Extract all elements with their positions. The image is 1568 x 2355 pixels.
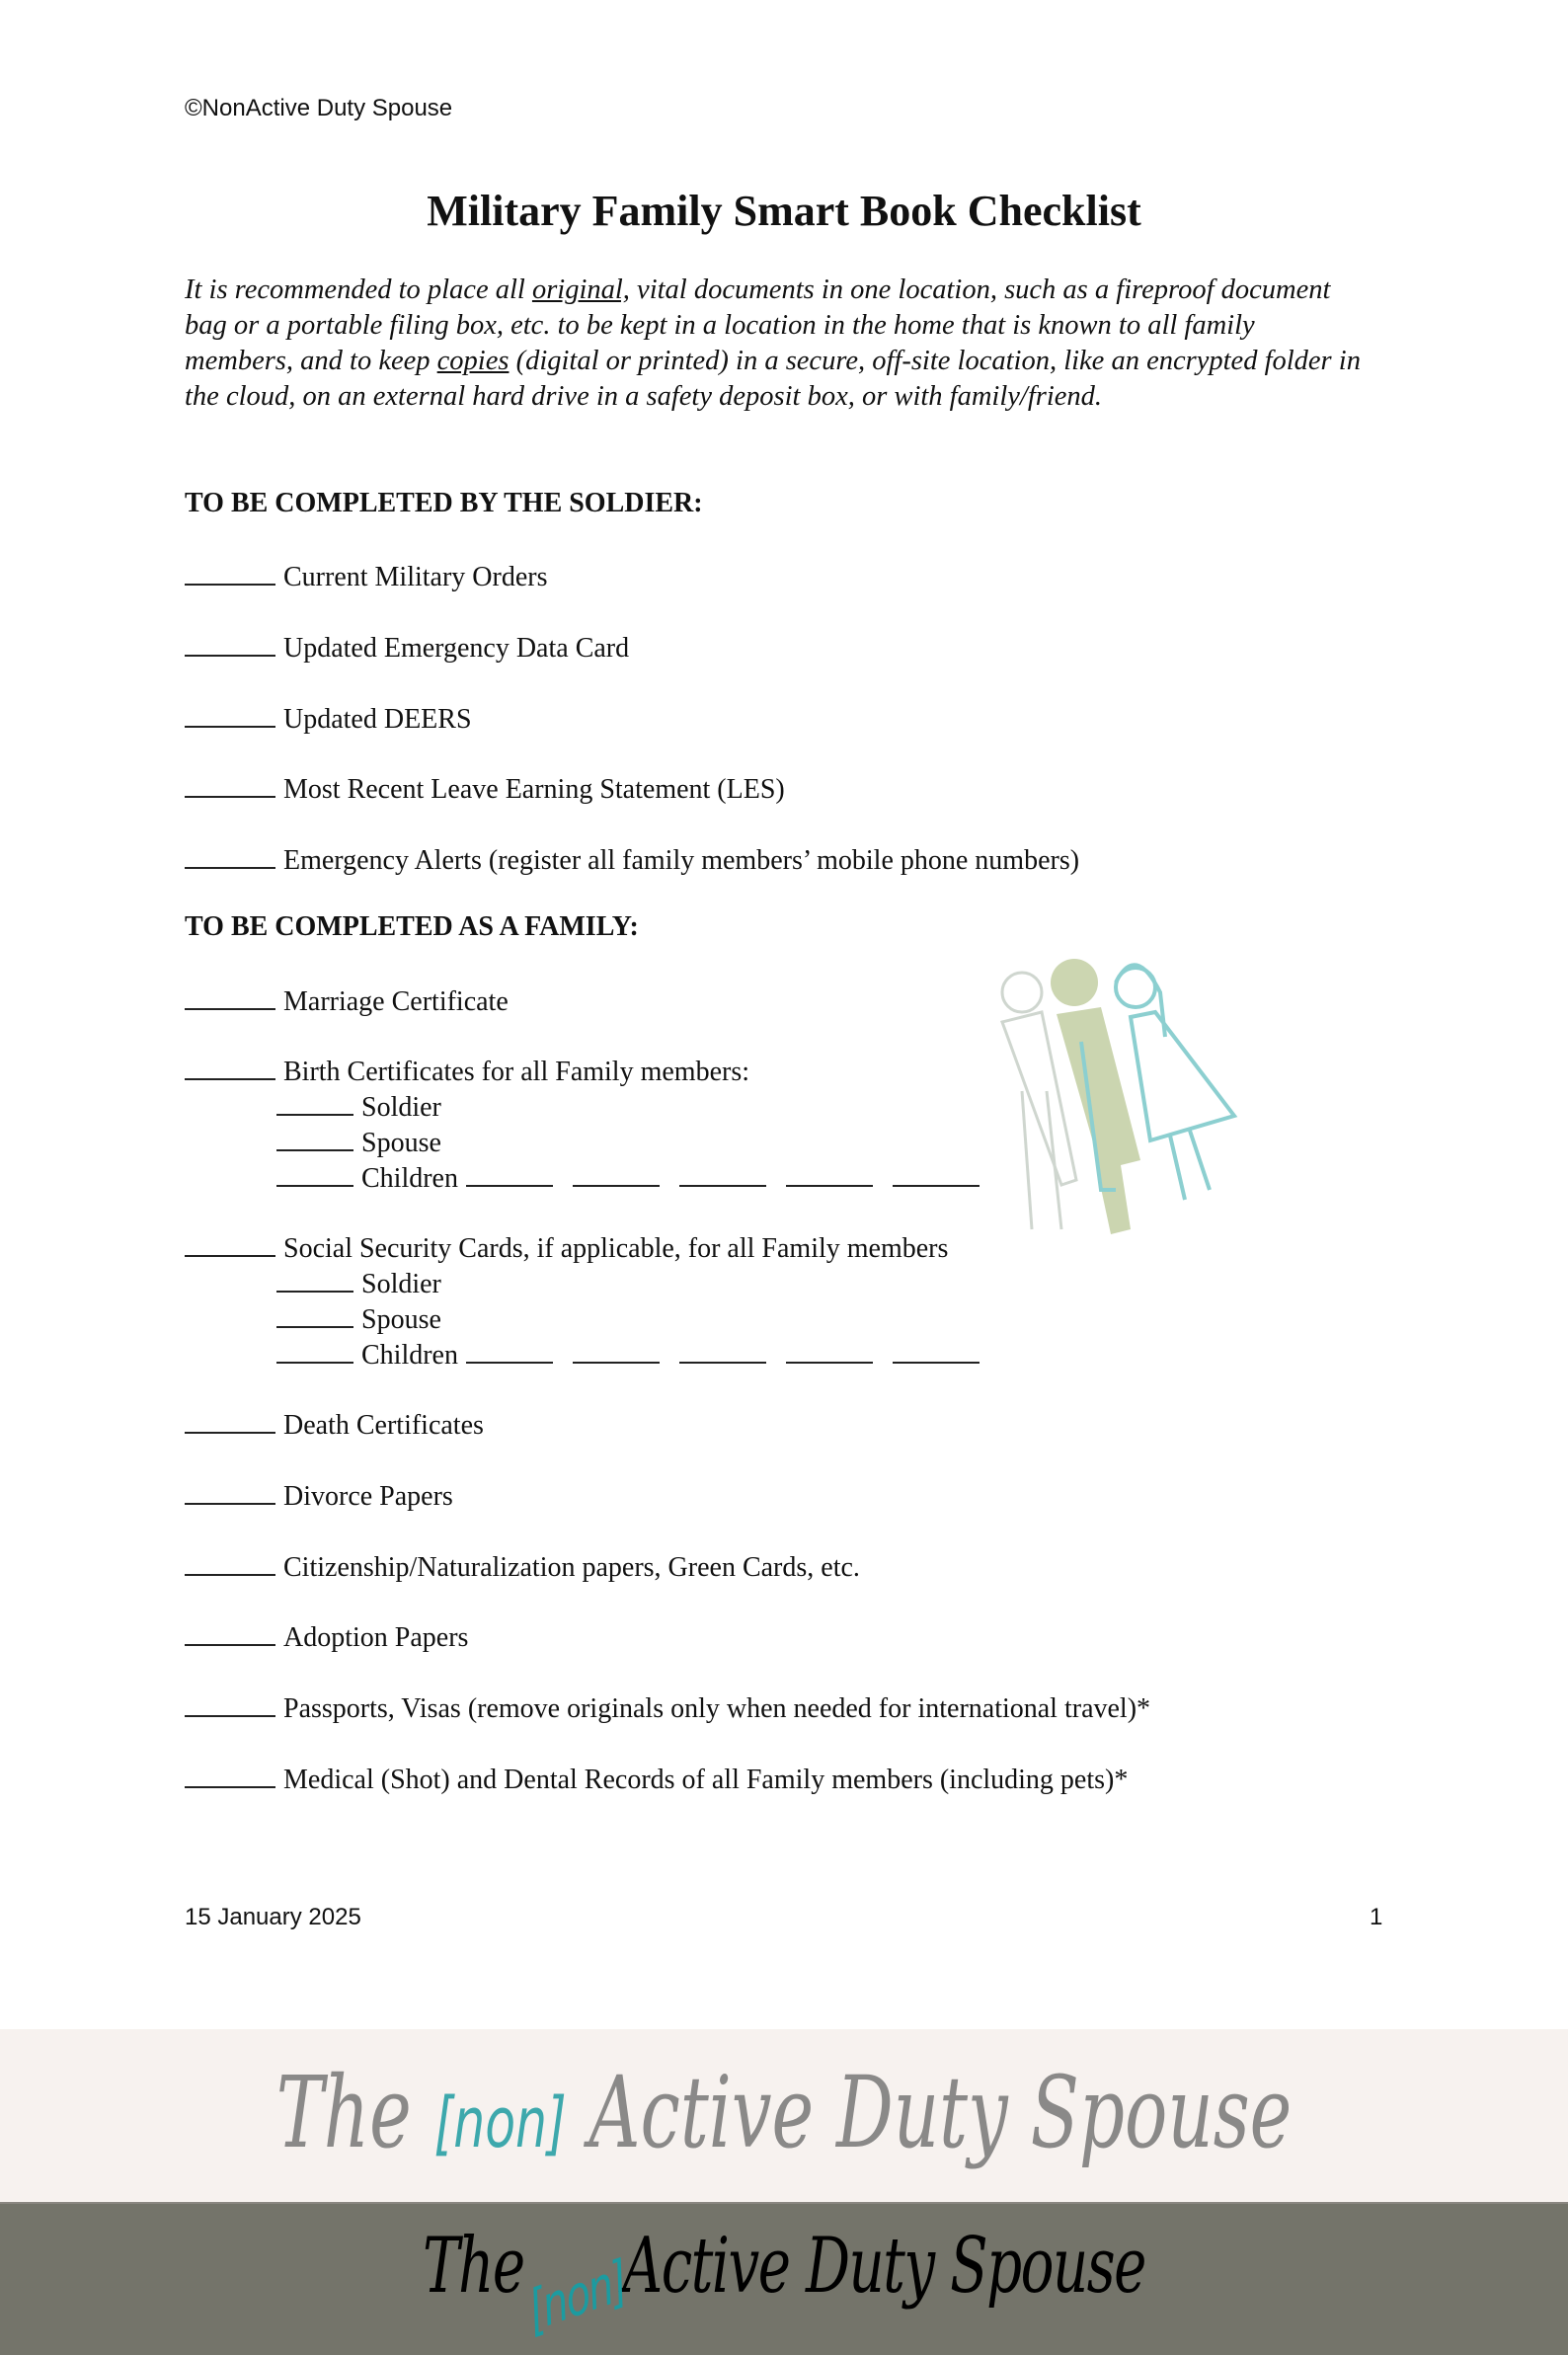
check-blank[interactable] xyxy=(276,1300,353,1328)
check-blank[interactable] xyxy=(276,1124,353,1151)
wm-rest: Active Duty Spouse xyxy=(588,2055,1293,2170)
check-blank[interactable] xyxy=(185,1761,275,1788)
sub-item xyxy=(276,1159,991,1195)
check-blank[interactable] xyxy=(185,558,275,586)
check-blank[interactable] xyxy=(185,1229,275,1257)
checklist-item xyxy=(185,700,472,736)
soldier-heading: TO BE COMPLETED BY THE SOLDIER: xyxy=(185,488,703,518)
checklist-item xyxy=(185,1761,1128,1796)
wm-non: [non] xyxy=(433,2082,567,2163)
sub-label: Soldier xyxy=(361,1269,441,1299)
brand-non: [non] xyxy=(523,2248,632,2345)
check-blank[interactable] xyxy=(185,629,275,657)
item-label: Current Military Orders xyxy=(283,562,548,592)
checklist-item xyxy=(185,770,785,806)
intro-copies: copies xyxy=(436,346,510,376)
page-title: Military Family Smart Book Checklist xyxy=(427,187,1141,235)
sub-label: Spouse xyxy=(361,1128,441,1158)
item-label: Passports, Visas (remove originals only when needed for international travel)* xyxy=(283,1693,1151,1724)
sub-label: Soldier xyxy=(361,1092,441,1123)
child-blank[interactable] xyxy=(679,1336,766,1364)
item-label: Medical (Shot) and Dental Records of all Family members (including pets)* xyxy=(283,1765,1129,1795)
item-label: Updated DEERS xyxy=(283,704,472,735)
brand-logo xyxy=(219,2222,1348,2345)
checklist-item xyxy=(185,1689,1150,1725)
child-blank[interactable] xyxy=(786,1159,873,1187)
checklist-item xyxy=(185,1477,453,1513)
sub-label: Children xyxy=(361,1163,458,1194)
footer-date: 15 January 2025 xyxy=(185,1904,361,1930)
copyright-header: ©NonActive Duty Spouse xyxy=(185,95,453,121)
brand-rest: Active Duty Spouse xyxy=(622,2222,1145,2311)
sub-label: Spouse xyxy=(361,1304,441,1335)
sub-item xyxy=(276,1265,441,1300)
check-blank[interactable] xyxy=(276,1159,353,1187)
sub-item xyxy=(276,1088,441,1124)
checklist-item xyxy=(185,982,509,1018)
wm-the: The xyxy=(275,2055,412,2170)
check-blank[interactable] xyxy=(185,770,275,798)
item-label: Marriage Certificate xyxy=(283,986,509,1017)
checklist-item xyxy=(185,1229,948,1265)
page-number: 1 xyxy=(1370,1904,1383,1930)
sub-item xyxy=(276,1300,441,1336)
item-label: Social Security Cards, if applicable, for all Family members xyxy=(283,1233,949,1264)
check-blank[interactable] xyxy=(185,1406,275,1434)
item-label: Adoption Papers xyxy=(283,1622,469,1653)
child-blank[interactable] xyxy=(679,1159,766,1187)
check-blank[interactable] xyxy=(185,1618,275,1646)
item-label: Updated Emergency Data Card xyxy=(283,633,630,664)
check-blank[interactable] xyxy=(185,700,275,728)
checklist-item xyxy=(185,1548,860,1584)
sub-label: Children xyxy=(361,1340,458,1371)
check-blank[interactable] xyxy=(276,1265,353,1293)
sub-item xyxy=(276,1336,991,1372)
check-blank[interactable] xyxy=(276,1088,353,1116)
child-blank[interactable] xyxy=(466,1336,553,1364)
check-blank[interactable] xyxy=(185,982,275,1010)
intro-original: original, xyxy=(531,275,630,305)
child-blank[interactable] xyxy=(786,1336,873,1364)
check-blank[interactable] xyxy=(185,1689,275,1717)
intro-text: It is recommended to place all xyxy=(185,275,532,305)
checklist-item xyxy=(185,1618,468,1654)
item-label: Birth Certificates for all Family members: xyxy=(283,1057,749,1087)
family-heading: TO BE COMPLETED AS A FAMILY: xyxy=(185,911,639,942)
checklist-item xyxy=(185,841,1079,877)
checklist-item xyxy=(185,558,548,593)
checklist-item xyxy=(185,1406,484,1442)
intro-paragraph xyxy=(185,273,1370,415)
intro-text: (digital or printed) in a secure, off-site location, like an encrypted folder in the cloud, on an external hard drive in a safety deposit box, or with family/friend. xyxy=(185,346,1361,412)
check-blank[interactable] xyxy=(185,1548,275,1576)
child-blank[interactable] xyxy=(466,1159,553,1187)
item-label: Death Certificates xyxy=(283,1410,484,1441)
child-blank[interactable] xyxy=(893,1159,980,1187)
item-label: Most Recent Leave Earning Statement (LES) xyxy=(283,774,785,805)
child-blank[interactable] xyxy=(573,1159,660,1187)
child-blank[interactable] xyxy=(893,1336,980,1364)
family-figures-icon xyxy=(992,943,1249,1239)
brand-the: The xyxy=(423,2222,524,2311)
item-label: Citizenship/Naturalization papers, Green Cards, etc. xyxy=(283,1552,860,1583)
child-blank[interactable] xyxy=(573,1336,660,1364)
checklist-item xyxy=(185,629,629,665)
check-blank[interactable] xyxy=(185,1477,275,1505)
intro-text: vital documents in one location, such as a fireproof document bag or a portable filing box, etc. to be kept in a location in the home that is known to all family members, and to keep xyxy=(185,275,1331,376)
check-blank[interactable] xyxy=(185,841,275,869)
check-blank[interactable] xyxy=(276,1336,353,1364)
check-blank[interactable] xyxy=(185,1053,275,1080)
beige-band xyxy=(0,2029,1568,2202)
item-label: Divorce Papers xyxy=(283,1481,453,1512)
item-label: Emergency Alerts (register all family members’ mobile phone numbers) xyxy=(283,845,1080,876)
sub-item xyxy=(276,1124,441,1159)
checklist-item xyxy=(185,1053,749,1088)
